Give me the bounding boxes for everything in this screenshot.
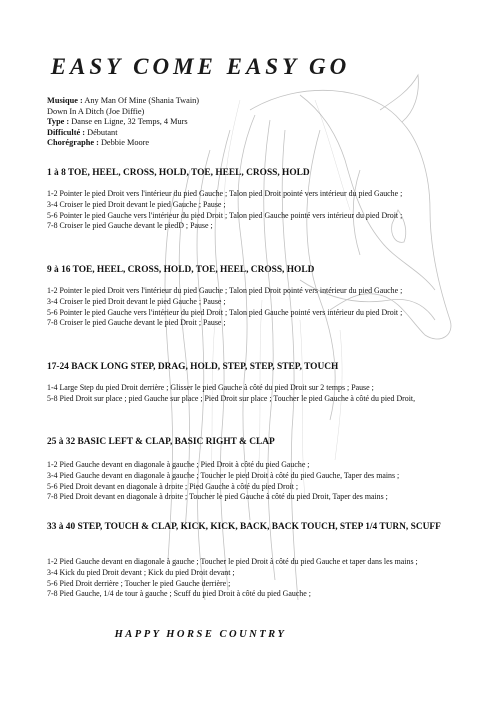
section-5-heading: 33 à 40 STEP, TOUCH & CLAP, KICK, KICK, BACK, BACK TOUCH, STEP 1/4 TURN, SCUFF (47, 522, 441, 532)
section-3-heading: 17-24 BACK LONG STEP, DRAG, HOLD, STEP, STEP, STEP, TOUCH (47, 362, 339, 372)
dance-title: EASY COME EASY GO (50, 54, 351, 79)
step-line: 7-8 Croiser le pied Gauche devant le pied Droit ; Pause ; (47, 318, 226, 328)
section-3-steps (47, 383, 459, 405)
section-4-heading: 25 à 32 BASIC LEFT & CLAP, BASIC RIGHT & CLAP (47, 437, 275, 447)
step-line: 3-4 Croiser le pied Droit devant le pied Gauche ; Pause ; (47, 296, 226, 306)
step-line: 3-4 Kick du pied Droit devant ; Kick du pied Droit devant ; (47, 567, 235, 577)
step-line: 7-8 Pied Droit devant en diagonale à droite ; Toucher le pied Gauche à côté du pied Droit, Taper des mains ; (47, 492, 388, 502)
step-line: 3-4 Croiser le pied Droit devant le pied Gauche ; Pause ; (47, 199, 226, 209)
meta-type: Type : Danse en Ligne, 32 Temps, 4 Murs (47, 117, 188, 127)
section-2-steps (47, 286, 459, 329)
step-line: 5-6 Pied Droit devant en diagonale à droite ; Pied Gauche à côté du pied Droit ; (47, 481, 299, 491)
section-5-steps (47, 557, 459, 600)
step-line: 1-2 Pointer le pied Droit vers l'intérieur du pied Gauche ; Talon pied Droit pointé vers intérieur du pied Gauche ; (47, 286, 403, 295)
step-line: 1-4 Large Step du pied Droit derrière ; Glisser le pied Gauche à côté du pied Droit sur 2 temps ; Pause ; (47, 383, 374, 392)
meta-music-2: Down In A Ditch (Joe Diffie) (47, 106, 145, 116)
meta-music: Musique : Any Man Of Mine (Shania Twain) (47, 96, 200, 105)
section-4-steps (47, 460, 459, 503)
step-line: 5-8 Pied Droit sur place ; pied Gauche sur place ; Pied Droit sur place ; Toucher le pied Gauche à côté du pied Droit, (47, 393, 416, 403)
step-line: 1-2 Pied Gauche devant en diagonale à gauche ; Toucher le pied Droit à côté du pied Gauche et taper dans les mains ; (47, 557, 418, 566)
dance-info (47, 96, 199, 149)
step-line: 1-2 Pointer le pied Droit vers l'intérieur du pied Gauche ; Talon pied Droit pointé vers intérieur du pied Gauche ; (47, 189, 403, 198)
step-line: 5-6 Pointer le pied Gauche vers l'intérieur du pied Droit ; Talon pied Gauche pointé vers intérieur du pied Droit ; (47, 307, 403, 317)
meta-difficulty: Difficulté : Débutant (47, 127, 118, 137)
step-line: 7-8 Pied Gauche, 1/4 de tour à gauche ; Scuff du pied Droit à côté du pied Gauche ; (47, 589, 311, 599)
meta-choreographer: Chorégraphe : Debbie Moore (47, 138, 150, 148)
section-1-steps (47, 189, 459, 232)
footer-brand: HAPPY HORSE COUNTRY (114, 629, 287, 640)
section-1-heading: 1 à 8 TOE, HEEL, CROSS, HOLD, TOE, HEEL, CROSS, HOLD (47, 168, 310, 178)
step-line: 3-4 Pied Gauche devant en diagonale à gauche ; Toucher le pied Droit à côté du pied Gauche, Taper des mains ; (47, 470, 400, 480)
step-line: 1-2 Pied Gauche devant en diagonale à gauche ; Pied Droit à côté du pied Gauche ; (47, 460, 310, 469)
step-line: 5-6 Pied Droit derrière ; Toucher le pied Gauche derrière ; (47, 578, 231, 588)
step-line: 5-6 Pointer le pied Gauche vers l'intérieur du pied Droit ; Talon pied Gauche pointé vers intérieur du pied Droit ; (47, 210, 403, 220)
section-2-heading: 9 à 16 TOE, HEEL, CROSS, HOLD, TOE, HEEL, CROSS, HOLD (47, 265, 315, 275)
step-line: 7-8 Croiser le pied Gauche devant le piedD ; Pause ; (47, 221, 213, 231)
